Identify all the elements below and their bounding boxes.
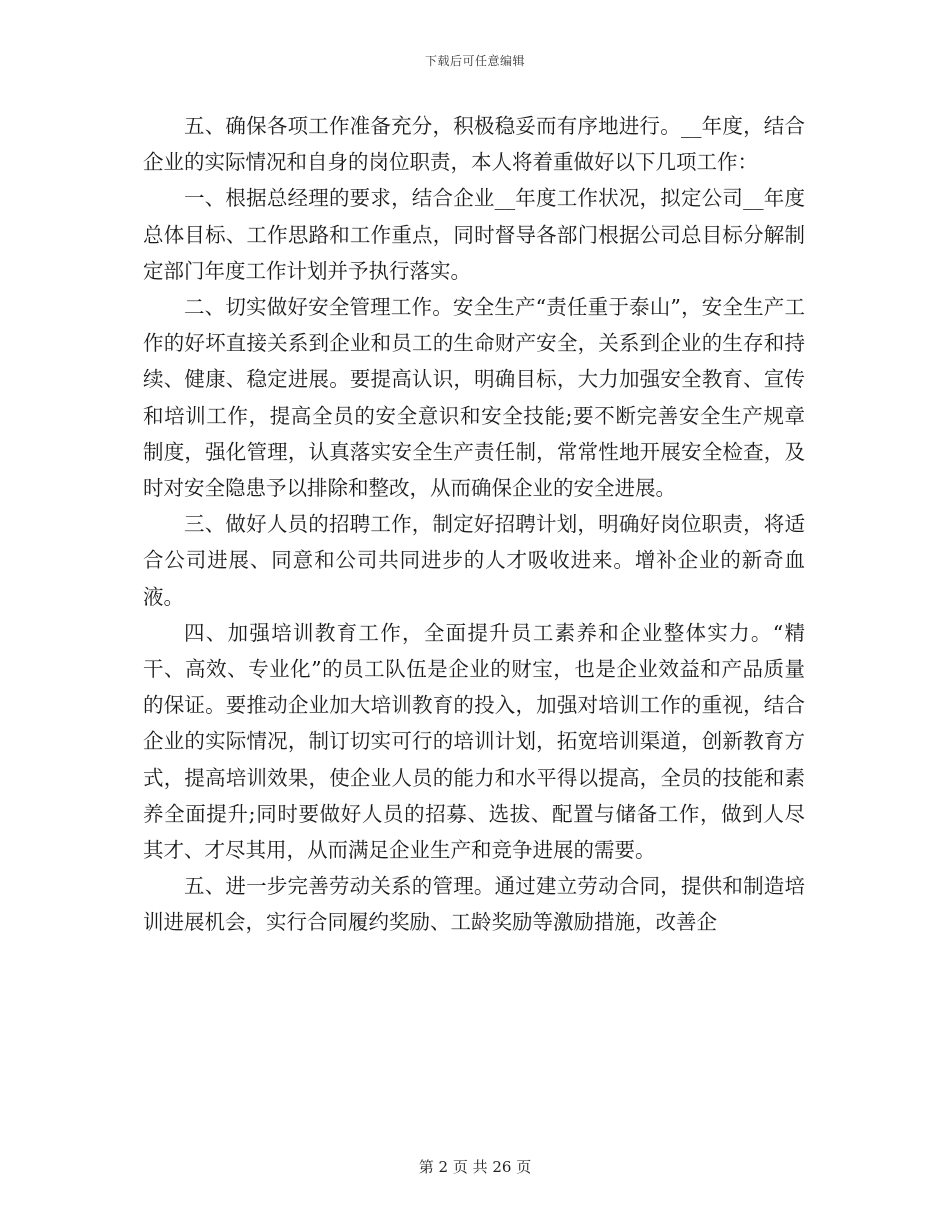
page-number: 第 2 页 共 26 页: [418, 1158, 532, 1176]
paragraph-intro: 五、确保各项工作准备充分，积极稳妥而有序地进行。__年度，结合企业的实际情况和自身的岗位职责，本人将着重做好以下几项工作：: [143, 114, 805, 175]
paragraph-item-2: 二、切实做好安全管理工作。安全生产“责任重于泰山”，安全生产工作的好坏直接关系到企业和员工的生命财产安全，关系到企业的生存和持续、健康、稳定进展。要提高认识，明确目标，大力加强安全教育、宣传和培训工作，提高全员的安全意识和安全技能;要不断完善安全生产规章制度，强化管理，认真落实安全生产责任制，常常性地开展安全检查，及时对安全隐患予以排除和整改，从而确保企业的安全进展。: [143, 295, 805, 501]
document-body: [143, 108, 805, 941]
paragraph-item-4: 四、加强培训教育工作，全面提升员工素养和企业整体实力。“精干、高效、专业化”的员工队伍是企业的财宝，也是企业效益和产品质量的保证。要推动企业加大培训教育的投入，加强对培训工作的重视，结合企业的实际情况，制订切实可行的培训计划，拓宽培训渠道，创新教育方式，提高培训效果，使企业人员的能力和水平得以提高，全员的技能和素养全面提升;同时要做好人员的招募、选拔、配置与储备工作，做到人尽其才、才尽其用，从而满足企业生产和竞争进展的需要。: [143, 620, 805, 863]
paragraph-item-5: 五、进一步完善劳动关系的管理。通过建立劳动合同，提供和制造培训进展机会，实行合同履约奖励、工龄奖励等激励措施，改善企: [143, 874, 805, 935]
page-header-note: 下载后可任意编辑: [424, 54, 525, 68]
paragraph-item-1: 一、根据总经理的要求，结合企业__年度工作状况，拟定公司__年度总体目标、工作思路和工作重点，同时督导各部门根据公司总目标分解制定部门年度工作计划并予执行落实。: [143, 186, 805, 283]
paragraph-item-3: 三、做好人员的招聘工作，制定好招聘计划，明确好岗位职责，将适合公司进展、同意和公司共同进步的人才吸收进来。增补企业的新奇血液。: [143, 512, 805, 609]
